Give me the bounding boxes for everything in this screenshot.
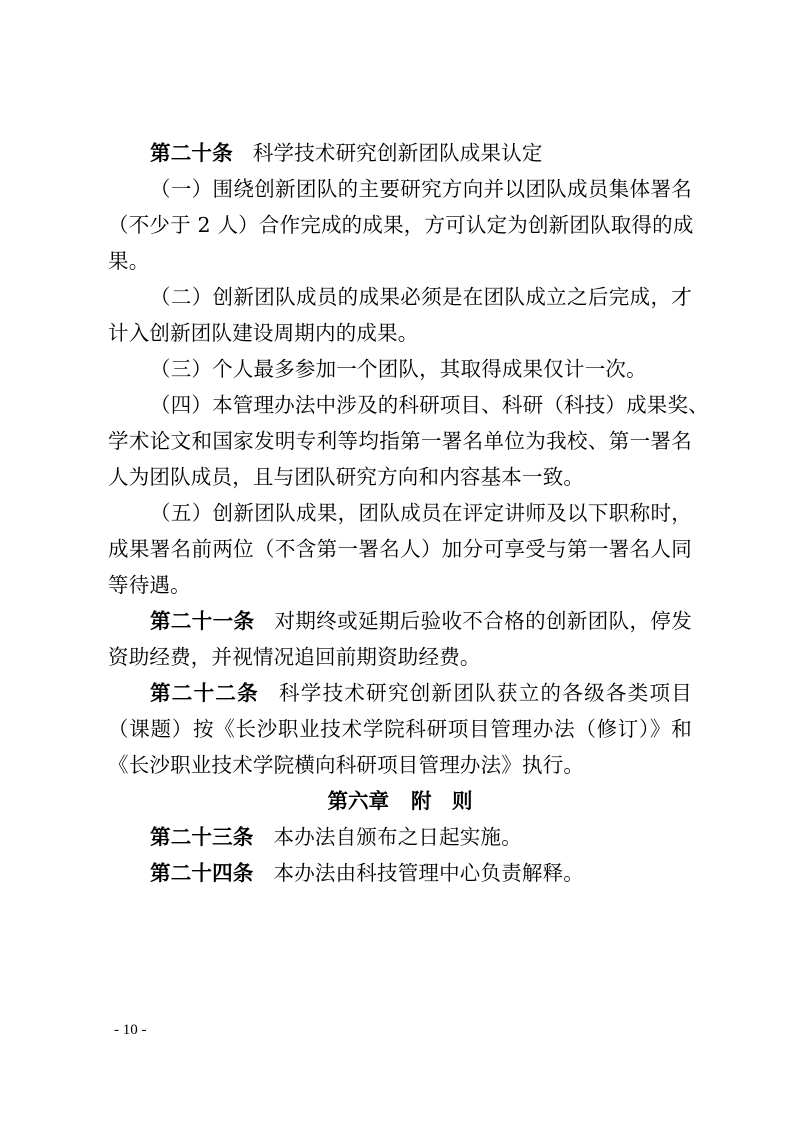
article-20-item-3-line-1: （三）个人最多参加一个团队，其取得成果仅计一次。 — [150, 357, 647, 381]
article-20-item-1-line-2: （不少于 2 人）合作完成的成果，方可认定为创新团队取得的成 — [108, 213, 694, 237]
article-20-title: 科学技术研究创新团队成果认定 — [252, 141, 543, 165]
article-22-line-1 — [150, 675, 692, 711]
article-20-label: 第二十条 — [150, 141, 233, 165]
article-21-text-1: 对期终或延期后验收不合格的创新团队，停发 — [274, 609, 692, 633]
article-20-heading — [150, 135, 692, 171]
article-20-item-5-line-2: 成果署名前两位（不含第一署名人）加分可享受与第一署名人同 — [108, 537, 692, 561]
article-20-item-2-line-1: （二）创新团队成员的成果必须是在团队成立之后完成，才 — [150, 285, 692, 309]
article-23-text: 本办法自颁布之日起实施。 — [273, 825, 522, 849]
article-24-text: 本办法由科技管理中心负责解释。 — [273, 861, 584, 885]
article-24-line — [150, 855, 692, 891]
page-number: - 10 - — [114, 1022, 147, 1038]
article-22-text-1: 科学技术研究创新团队获立的各级各类项目 — [278, 681, 692, 705]
article-20-item-2-line-2: 计入创新团队建设周期内的成果。 — [108, 321, 419, 345]
chapter-6-heading — [108, 783, 692, 819]
article-20-item-4-line-2: 学术论文和国家发明专利等均指第一署名单位为我校、第一署名 — [108, 429, 692, 453]
article-20-item-5-line-3: 等待遇。 — [108, 573, 191, 597]
article-20-item-4-line-3: 人为团队成员，且与团队研究方向和内容基本一致。 — [108, 465, 585, 489]
article-20-item-1-line-1: （一）围绕创新团队的主要研究方向并以团队成员集体署名 — [150, 177, 692, 201]
article-21-line-2: 资助经费，并视情况追回前期资助经费。 — [108, 645, 481, 669]
article-20-item-4-line-1: （四）本管理办法中涉及的科研项目、科研（科技）成果奖、 — [150, 393, 709, 417]
article-22-label: 第二十二条 — [150, 681, 259, 705]
article-20-item-1-line-3: 果。 — [108, 249, 150, 273]
article-21-line-1 — [150, 603, 692, 639]
article-20-item-5-line-1: （五）创新团队成果，团队成员在评定讲师及以下职称时， — [150, 501, 692, 525]
article-22-line-3: 《长沙职业技术学院横向科研项目管理办法》执行。 — [108, 753, 585, 777]
article-21-label: 第二十一条 — [150, 609, 255, 633]
article-24-label: 第二十四条 — [150, 861, 254, 885]
chapter-6-title: 附 则 — [411, 789, 473, 813]
chapter-6-number: 第六章 — [327, 789, 389, 813]
article-22-line-2: （课题）按《长沙职业技术学院科研项目管理办法（修订）》和 — [108, 717, 692, 741]
article-23-label: 第二十三条 — [150, 825, 254, 849]
article-23-line — [150, 819, 692, 855]
